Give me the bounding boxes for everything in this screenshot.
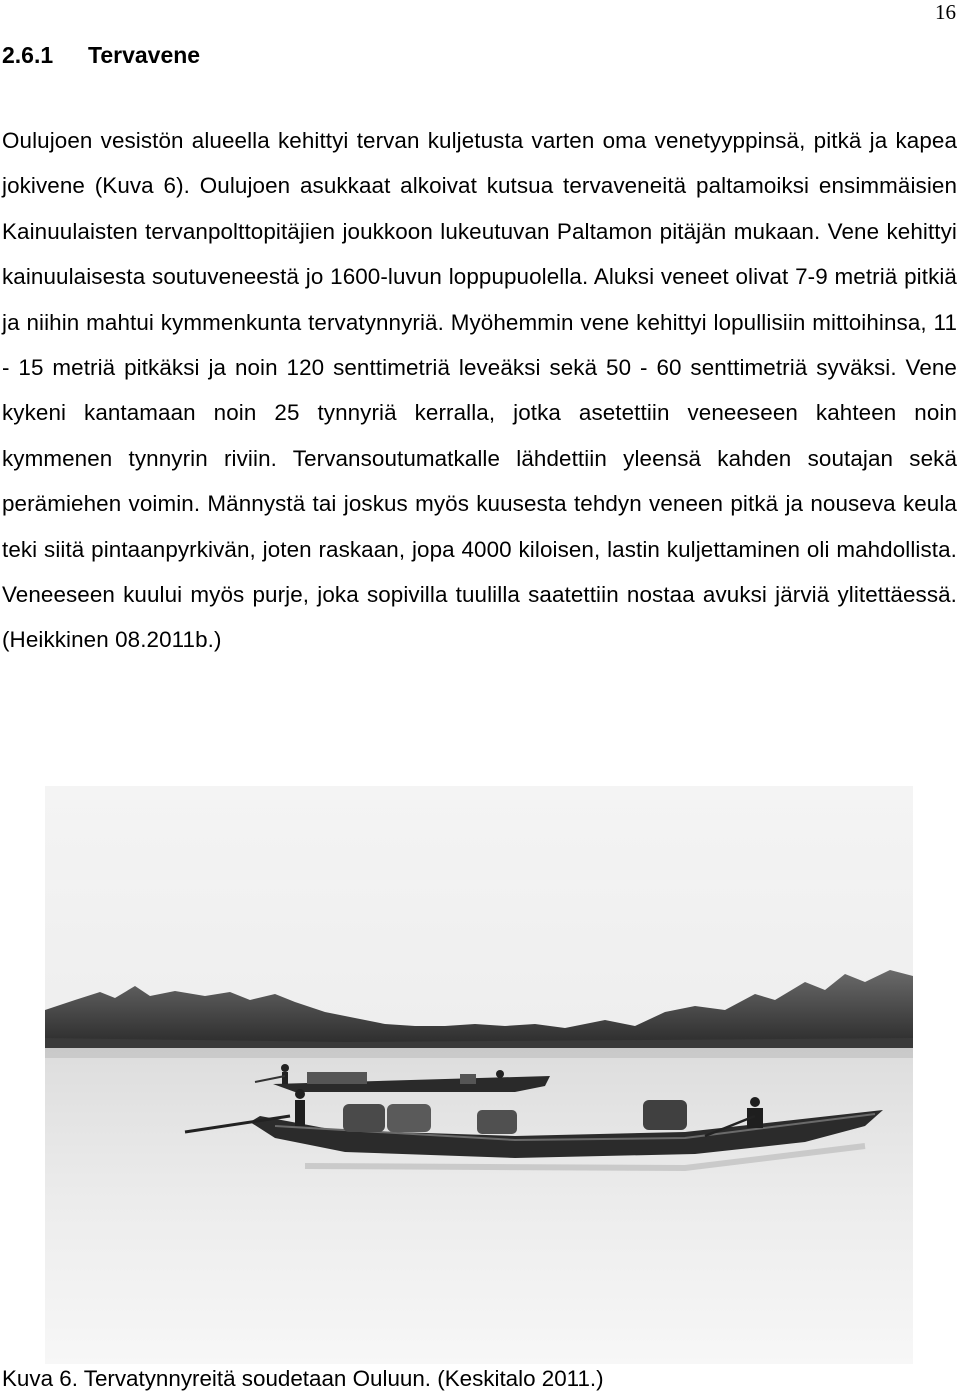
figure-caption: Kuva 6. Tervatynnyreitä soudetaan Ouluun. (Keskitalo 2011.) (2, 1366, 604, 1391)
body-paragraph: Oulujoen vesistön alueella kehittyi tervan kuljetusta varten oma venetyyppinsä, pitkä ja kapea jokivene (Kuva 6). Oulujoen asukkaat alkoivat kutsua tervaveneitä paltamoiksi ensimmäisien Kainuulaisten tervanpolttopitäjien joukkoon lukeutuvan Paltamon pitäjän mukaan. Vene kehittyi kainuulaisesta soutuveneestä jo 1600-luvun loppupuolella. Aluksi veneet olivat 7-9 metriä pitkiä ja niihin mahtui kymmenkunta tervatynnyriä. Myöhemmin vene kehittyi lopullisiin mittoihinsa, 11 - 15 metriä pitkäksi ja noin 120 senttimetriä leveäksi sekä 50 - 60 senttimetriä syväksi. Vene kykeni kantamaan noin 25 tynnyriä kerralla, jotka asetettiin veneeseen kahteen noin kymmenen tynnyrin riviin. Tervansoutumatkalle lähdettiin yleensä kahden soutajan sekä perämiehen voimin. Männystä tai joskus myös kuusesta tehdyn veneen pitkä ja nouseva keula teki siitä pintaanpyrkivän, joten raskaan, jopa 4000 kiloisen, lastin kuljettaminen oli mahdollista. Veneeseen kuului myös purje, joka sopivilla tuulilla saatettiin nostaa avuksi järviä ylitettäessä. (Heikkinen 08.2011b.) (2, 128, 957, 653)
section-number: 2.6.1 (2, 42, 54, 68)
section-heading (2, 40, 200, 70)
section-title: Tervavene (88, 42, 201, 68)
page-number: 16 (935, 0, 956, 24)
tar-boats-photo (45, 786, 913, 1364)
